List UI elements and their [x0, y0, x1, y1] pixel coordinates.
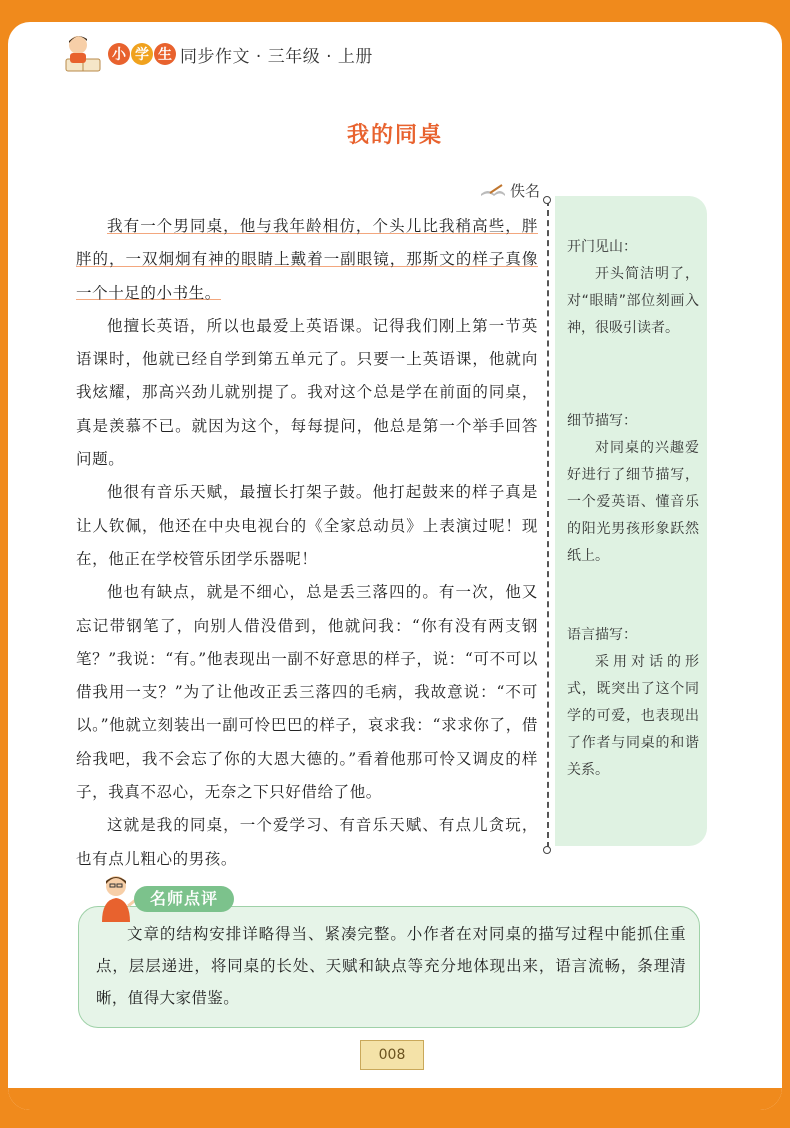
- note-heading: 开门见山：: [567, 239, 637, 255]
- note-heading: 语言描写：: [567, 627, 637, 643]
- series-title: 同步作文 · 三年级 · 上册: [180, 46, 373, 67]
- badge-char: 生: [154, 43, 176, 65]
- side-note: [567, 622, 699, 784]
- pen-book-icon: [480, 184, 506, 198]
- page-number: 008: [360, 1040, 424, 1070]
- comment-label: 名师点评: [134, 886, 234, 912]
- badge-row: [108, 42, 373, 67]
- paragraph: [76, 210, 538, 310]
- bottom-band: [8, 1088, 782, 1110]
- author-name: 佚名: [510, 182, 541, 200]
- side-notes-panel: [555, 196, 707, 846]
- article-title: 我的同桌: [346, 123, 443, 148]
- badge-char: 学: [131, 43, 153, 65]
- separator-dot: [543, 846, 551, 854]
- comment-text: 文章的结构安排详略得当、紧凑完整。小作者在对同桌的描写过程中能抓住重点，层层递进，将同桌的长处、天赋和缺点等充分地体现出来，语言流畅，条理清晰，值得大家借鉴。: [96, 925, 686, 1007]
- paragraph: 他擅长英语，所以也最爱上英语课。记得我们刚上第一节英语课时，他就已经自学到第五单元了。只要一上英语课，他就向我炫耀，那高兴劲儿就别提了。我对这个总是学在前面的同桌，真是羡慕不已。就因为这个，每每提问，他总是第一个举手回答问题。: [76, 316, 538, 469]
- paragraph: 这就是我的同桌，一个爱学习、有音乐天赋、有点儿贪玩，也有点儿粗心的男孩。: [76, 816, 538, 868]
- dashed-separator: [547, 200, 549, 848]
- side-note: [567, 408, 699, 570]
- article-body: [76, 210, 538, 876]
- reading-kid-icon: [60, 31, 106, 77]
- badge-char: 小: [108, 43, 130, 65]
- note-text: 采用对话的形式，既突出了这个同学的可爱，也表现出了作者与同桌的和谐关系。: [567, 654, 699, 778]
- author-line: [480, 180, 540, 201]
- underlined-paragraph: 我有一个男同桌，他与我年龄相仿，个头儿比我稍高些，胖胖的，一双炯炯有神的眼睛上戴着一副眼镜，那斯文的样子真像一个十足的小书生。: [76, 217, 538, 302]
- note-text: 开头简洁明了，对“眼睛”部位刻画入神，很吸引读者。: [567, 266, 699, 336]
- note-text: 对同桌的兴趣爱好进行了细节描写，一个爱英语、懂音乐的阳光男孩形象跃然纸上。: [567, 440, 699, 564]
- book-header: [60, 36, 373, 72]
- separator-dot: [543, 196, 551, 204]
- paragraph: 他也有缺点，就是不细心，总是丢三落四的。有一次，他又忘记带钢笔了，向别人借没借到，他就问我：“你有没有两支钢笔？”我说：“有。”他表现出一副不好意思的样子，说：“可不可以借我用一支？”为了让他改正丢三落四的毛病，我故意说：“不可以。”他就立刻装出一副可怜巴巴的样子，哀求我：“求求你了，借给我吧，我不会忘了你的大恩大德的。”看着他那可怜又调皮的样子，我真不忍心，无奈之下只好借给了他。: [76, 583, 538, 802]
- side-note: [567, 234, 699, 342]
- note-heading: 细节描写：: [567, 413, 637, 429]
- paragraph: 他很有音乐天赋，最擅长打架子鼓。他打起鼓来的样子真是让人钦佩，他还在中央电视台的《全家总动员》上表演过呢！现在，他正在学校管乐团学乐器呢！: [76, 483, 538, 568]
